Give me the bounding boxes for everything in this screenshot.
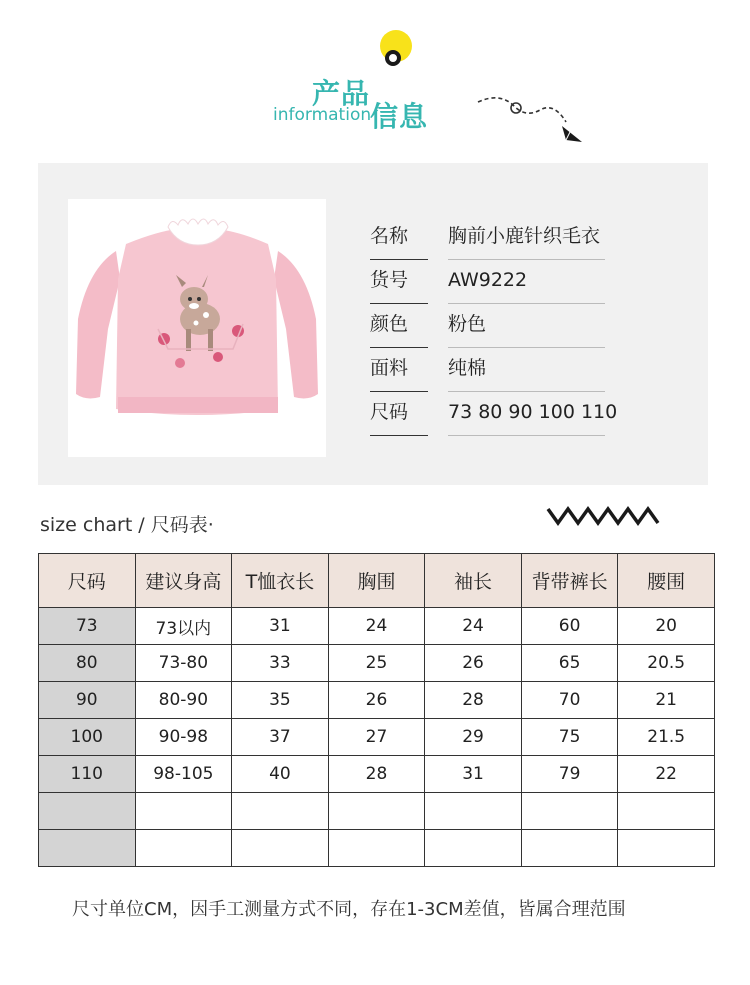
- info-value: 73 80 90 100 110: [448, 392, 605, 436]
- table-header-cell: 建议身高: [135, 554, 232, 608]
- table-cell: [135, 793, 232, 830]
- product-photo: [68, 199, 326, 457]
- table-header-cell: 尺码: [39, 554, 136, 608]
- table-header-cell: 腰围: [618, 554, 715, 608]
- table-header-cell: 背带裤长: [521, 554, 618, 608]
- table-cell: 73-80: [135, 645, 232, 682]
- info-value: 胸前小鹿针织毛衣: [448, 216, 605, 260]
- table-cell: 28: [328, 756, 425, 793]
- table-cell: 90-98: [135, 719, 232, 756]
- table-row: [39, 719, 715, 756]
- table-header-cell: T恤衣长: [232, 554, 329, 608]
- info-label: 面料: [370, 348, 428, 392]
- table-cell: [425, 830, 522, 867]
- table-cell: 25: [328, 645, 425, 682]
- table-cell: 75: [521, 719, 618, 756]
- table-cell: 98-105: [135, 756, 232, 793]
- table-cell: 73: [39, 608, 136, 645]
- table-row: [39, 608, 715, 645]
- zigzag-icon: [546, 505, 660, 527]
- table-cell: 31: [232, 608, 329, 645]
- info-label: 货号: [370, 260, 428, 304]
- table-cell: 60: [521, 608, 618, 645]
- table-cell: 33: [232, 645, 329, 682]
- table-cell: 65: [521, 645, 618, 682]
- table-cell: 28: [425, 682, 522, 719]
- table-cell: [618, 793, 715, 830]
- table-cell: [521, 793, 618, 830]
- table-cell: [39, 793, 136, 830]
- info-label: 颜色: [370, 304, 428, 348]
- table-cell: 40: [232, 756, 329, 793]
- table-cell: [328, 793, 425, 830]
- table-cell: [425, 793, 522, 830]
- table-cell: 37: [232, 719, 329, 756]
- table-cell: 79: [521, 756, 618, 793]
- info-row-fabric: [370, 348, 605, 392]
- table-header-cell: 袖长: [425, 554, 522, 608]
- table-cell: 21: [618, 682, 715, 719]
- ring-icon: [385, 50, 401, 66]
- title-en: information: [273, 105, 372, 125]
- table-cell: 29: [425, 719, 522, 756]
- info-label: 名称: [370, 216, 428, 260]
- table-cell: [232, 793, 329, 830]
- table-row: [39, 682, 715, 719]
- table-cell: 20.5: [618, 645, 715, 682]
- size-chart-label: size chart / 尺码表·: [40, 514, 214, 536]
- table-cell: 80-90: [135, 682, 232, 719]
- table-header-cell: 胸围: [328, 554, 425, 608]
- table-cell: 21.5: [618, 719, 715, 756]
- footnote: 尺寸单位CM，因手工测量方式不同，存在1-3CM差值，皆属合理范围: [72, 899, 626, 920]
- dotted-arrow-icon: [470, 92, 590, 152]
- info-row-name: [370, 216, 605, 260]
- info-row-sizes: [370, 392, 618, 436]
- table-cell: 26: [425, 645, 522, 682]
- table-cell: 80: [39, 645, 136, 682]
- table-cell: 26: [328, 682, 425, 719]
- title-cn-top: 产品: [312, 77, 371, 110]
- info-value: AW9222: [448, 260, 605, 304]
- table-cell: [618, 830, 715, 867]
- table-cell: [328, 830, 425, 867]
- title-cn-bottom: 信息: [370, 100, 429, 133]
- pink-deer-sweater-icon: [68, 199, 326, 457]
- table-cell: 110: [39, 756, 136, 793]
- table-cell: [39, 830, 136, 867]
- table-cell: 90: [39, 682, 136, 719]
- table-cell: 22: [618, 756, 715, 793]
- table-header-row: [39, 554, 715, 608]
- table-cell: 20: [618, 608, 715, 645]
- table-cell: 27: [328, 719, 425, 756]
- table-row: [39, 756, 715, 793]
- info-row-sku: [370, 260, 605, 304]
- table-cell: [135, 830, 232, 867]
- table-cell: 73以内: [135, 608, 232, 645]
- table-row: [39, 830, 715, 867]
- table-cell: 31: [425, 756, 522, 793]
- table-cell: [521, 830, 618, 867]
- table-cell: 24: [425, 608, 522, 645]
- table-row: [39, 645, 715, 682]
- info-value: 纯棉: [448, 348, 605, 392]
- info-value: 粉色: [448, 304, 605, 348]
- table-cell: 70: [521, 682, 618, 719]
- info-row-color: [370, 304, 605, 348]
- size-chart-table: [38, 553, 715, 867]
- table-row: [39, 793, 715, 830]
- table-cell: 24: [328, 608, 425, 645]
- info-label: 尺码: [370, 392, 428, 436]
- table-cell: 35: [232, 682, 329, 719]
- table-cell: 100: [39, 719, 136, 756]
- table-cell: [232, 830, 329, 867]
